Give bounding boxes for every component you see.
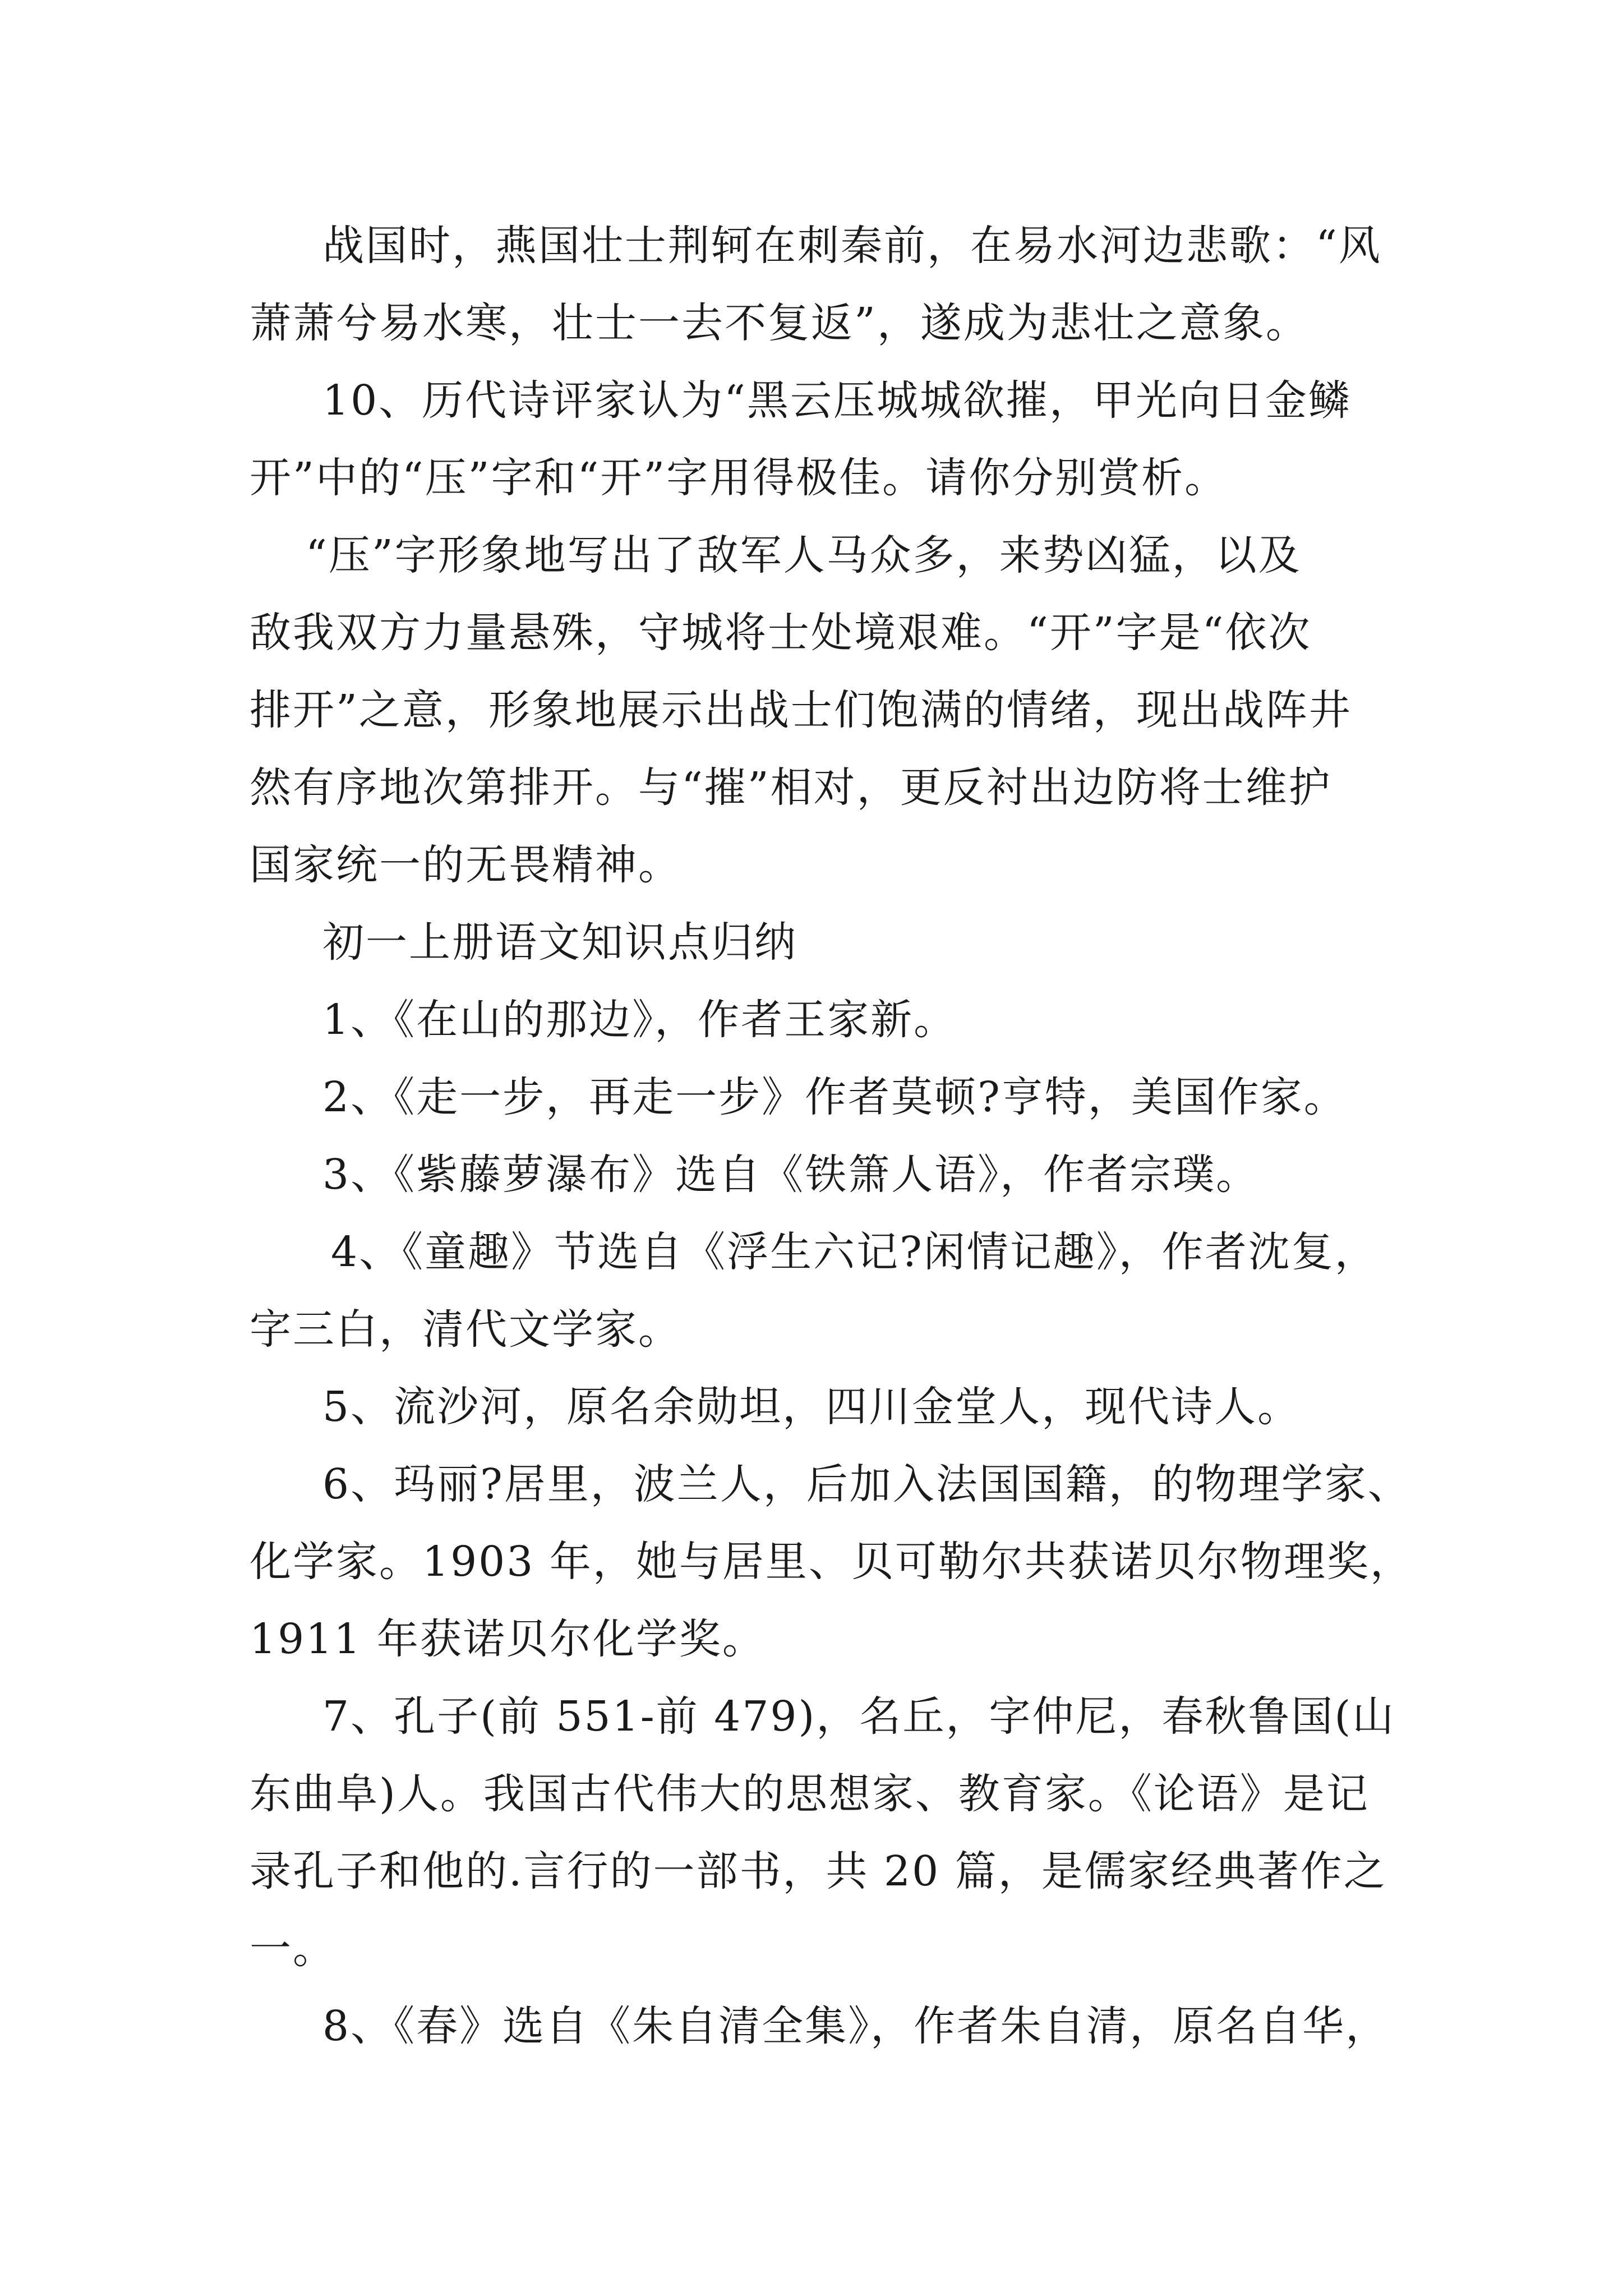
text-line: 6、玛丽?居里，波兰人，后加入法国国籍，的物理学家、 xyxy=(322,1460,1411,1508)
text-line: 录孔子和他的.言行的一部书，共 20 篇，是儒家经典著作之 xyxy=(250,1847,1387,1895)
text-line: 5、流沙河，原名余勋坦，四川金堂人，现代诗人。 xyxy=(322,1383,1301,1431)
text-line: 8、《春》选自《朱自清全集》，作者朱自清，原名自华， xyxy=(322,2002,1389,2050)
text-line: 3、《紫藤萝瀑布》选自《铁箫人语》，作者宗璞。 xyxy=(322,1151,1260,1199)
text-line: 一。 xyxy=(250,1925,336,1973)
text-line: 7、孔子(前 551-前 479)，名丘，字仲尼，春秋鲁国(山 xyxy=(322,1692,1396,1741)
text-line: 4、《童趣》节选自《浮生六记?闲情记趣》，作者沈复， xyxy=(331,1228,1378,1276)
text-line: 10、历代诗评家认为“黑云压城城欲摧，甲光向日金鳞 xyxy=(322,376,1352,425)
text-line: 1、《在山的那边》，作者王家新。 xyxy=(322,996,957,1044)
section-heading: 初一上册语文知识点归纳 xyxy=(322,918,797,967)
text-line: “压”字形象地写出了敌军人马众多，来势凶猛，以及 xyxy=(306,531,1302,579)
text-line: 排开”之意，形象地展示出战士们饱满的情绪，现出战阵井 xyxy=(250,686,1352,734)
text-line: 字三白，清代文学家。 xyxy=(250,1305,681,1354)
text-line: 然有序地次第排开。与“摧”相对，更反衬出边防将士维护 xyxy=(250,763,1332,812)
text-line: 战国时，燕国壮士荆轲在刺秦前，在易水河边悲歌：“风 xyxy=(322,222,1382,270)
text-line: 国家统一的无畏精神。 xyxy=(250,841,681,889)
text-line: 萧萧兮易水寒，壮士一去不复返”，遂成为悲壮之意象。 xyxy=(250,299,1309,347)
text-line: 化学家。1903 年，她与居里、贝可勒尔共获诺贝尔物理奖， xyxy=(250,1538,1413,1586)
text-line: 开”中的“压”字和“开”字用得极佳。请你分别赏析。 xyxy=(250,454,1228,502)
text-line: 2、《走一步，再走一步》作者莫顿?亨特，美国作家。 xyxy=(322,1073,1347,1121)
text-line: 东曲阜)人。我国古代伟大的思想家、教育家。《论语》是记 xyxy=(250,1770,1370,1818)
text-line: 敌我双方力量悬殊，守城将士处境艰难。“开”字是“依次 xyxy=(250,609,1312,657)
text-line: 1911 年获诺贝尔化学奖。 xyxy=(250,1615,766,1663)
